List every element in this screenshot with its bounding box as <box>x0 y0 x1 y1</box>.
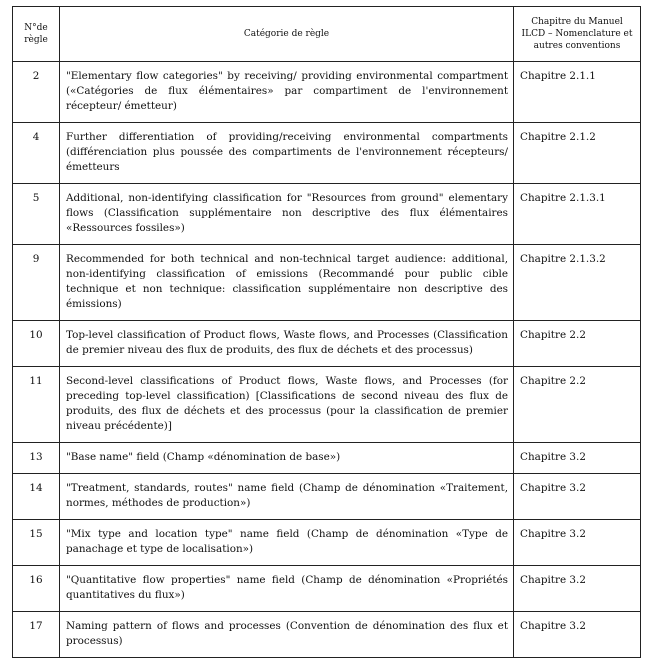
header-row <box>13 7 641 62</box>
table-row <box>13 566 641 612</box>
table-row <box>13 321 641 367</box>
rule-chapter: Chapitre 2.1.3.2 <box>514 245 641 321</box>
rule-category: Top-level classification of Product flows, Waste flows, and Processes (Classification de premier niveau des flux de produits, des flux de déchets et des processus) <box>60 321 514 367</box>
rule-category: "Elementary flow categories" by receiving/ providing environmental compartment («Catégories de flux élémentaires» par compartiment de l'environnement récepteur/ émetteur) <box>60 62 514 123</box>
header-chapter: Chapitre du Manuel ILCD – Nomenclature et autres conventions <box>514 7 641 62</box>
rule-chapter: Chapitre 2.1.3.1 <box>514 184 641 245</box>
rule-category: Further differentiation of providing/receiving environmental compartments (différenciation plus poussée des compartiments de l'environnement récepteurs/émetteurs <box>60 123 514 184</box>
rule-chapter: Chapitre 3.2 <box>514 566 641 612</box>
rule-number: 9 <box>13 245 60 321</box>
table-row <box>13 123 641 184</box>
rule-number: 5 <box>13 184 60 245</box>
table-row <box>13 245 641 321</box>
rule-chapter: Chapitre 2.2 <box>514 321 641 367</box>
rule-number: 16 <box>13 566 60 612</box>
rule-chapter: Chapitre 2.2 <box>514 367 641 443</box>
rule-number: 4 <box>13 123 60 184</box>
table-row <box>13 520 641 566</box>
header-rule-category: Catégorie de règle <box>60 7 514 62</box>
rule-number: 13 <box>13 443 60 474</box>
rule-category: Second-level classifications of Product flows, Waste flows, and Processes (for preceding top-level classification) [Classifications de second niveau des flux de produits, des flux de déchets et des processus (pour la classification de premier niveau précédente)] <box>60 367 514 443</box>
rule-chapter: Chapitre 3.2 <box>514 474 641 520</box>
table-row <box>13 184 641 245</box>
table-row <box>13 612 641 658</box>
table-row <box>13 62 641 123</box>
rule-number: 2 <box>13 62 60 123</box>
rule-category: Recommended for both technical and non-technical target audience: additional, non-identifying classification of emissions (Recommandé pour public cible technique et non technique: classification supplémentaire non descriptive des émissions) <box>60 245 514 321</box>
table-row <box>13 367 641 443</box>
rule-category: Additional, non-identifying classification for "Resources from ground" elementary flows (Classification supplémentaire non descriptive des flux élémentaires «Ressources fossiles») <box>60 184 514 245</box>
rule-category: "Treatment, standards, routes" name field (Champ de dénomination «Traitement, normes, méthodes de production») <box>60 474 514 520</box>
rule-category: Naming pattern of flows and processes (Convention de dénomination des flux et processus) <box>60 612 514 658</box>
rule-number: 17 <box>13 612 60 658</box>
table-row <box>13 443 641 474</box>
rule-category: "Mix type and location type" name field (Champ de dénomination «Type de panachage et type de localisation») <box>60 520 514 566</box>
header-rule-number: N°de règle <box>13 7 60 62</box>
document-page <box>12 6 640 658</box>
rule-number: 10 <box>13 321 60 367</box>
rule-chapter: Chapitre 3.2 <box>514 443 641 474</box>
rule-category: "Base name" field (Champ «dénomination de base») <box>60 443 514 474</box>
table-row <box>13 474 641 520</box>
rule-chapter: Chapitre 2.1.2 <box>514 123 641 184</box>
rule-chapter: Chapitre 3.2 <box>514 520 641 566</box>
rule-number: 15 <box>13 520 60 566</box>
rules-table <box>12 6 641 658</box>
rule-number: 14 <box>13 474 60 520</box>
rule-chapter: Chapitre 2.1.1 <box>514 62 641 123</box>
rule-chapter: Chapitre 3.2 <box>514 612 641 658</box>
rule-number: 11 <box>13 367 60 443</box>
rule-category: "Quantitative flow properties" name field (Champ de dénomination «Propriétés quantitatives du flux») <box>60 566 514 612</box>
